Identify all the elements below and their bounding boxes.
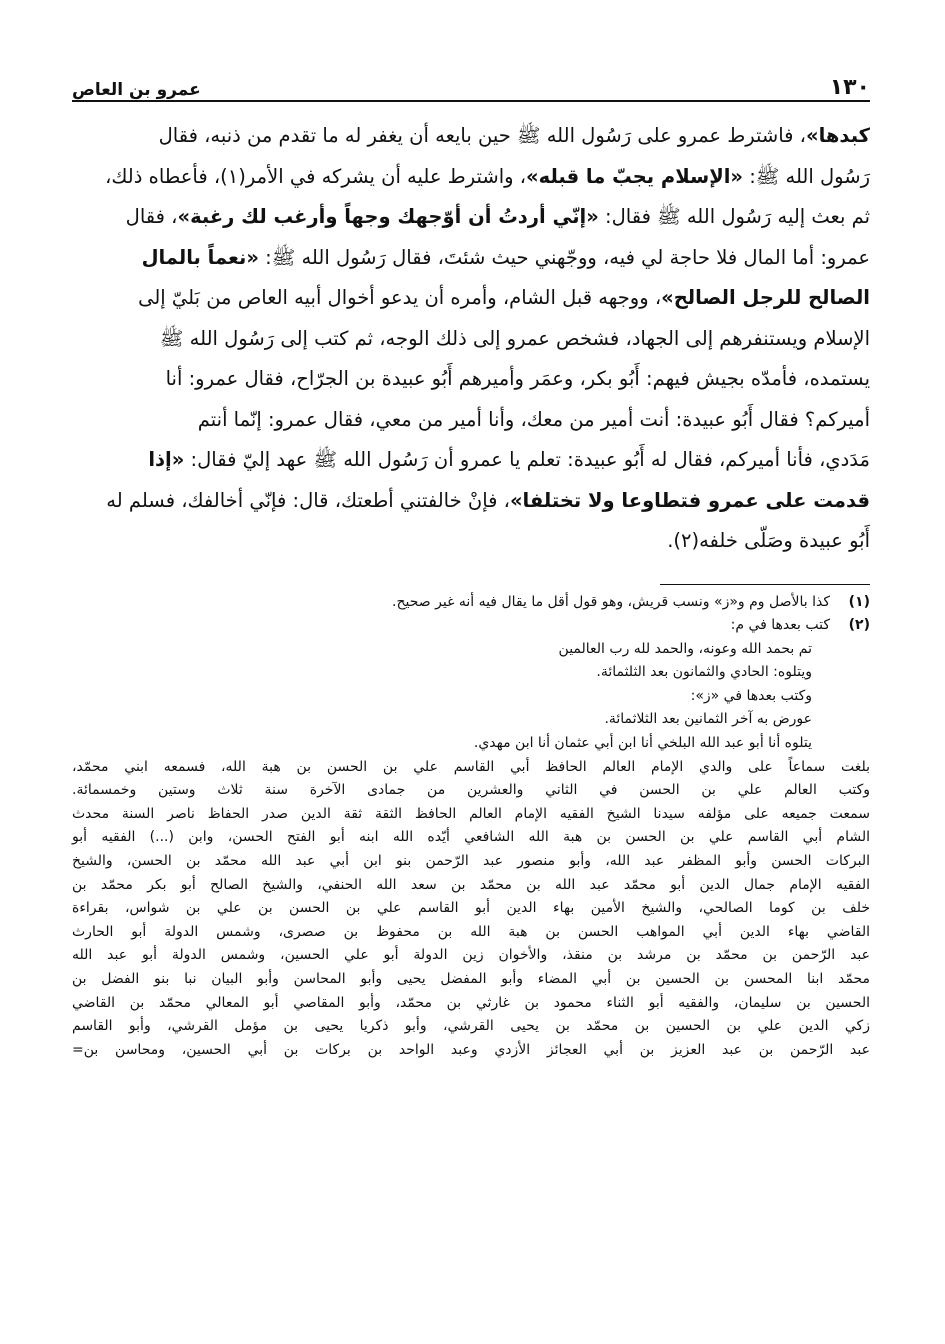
text-run: ، فإنْ خالفتني أطعتك، قال: فإنّي أخالفك، فسلم له	[106, 488, 510, 512]
footnote-2-line-text: وكتب بعدها في «ز»:	[690, 687, 812, 704]
text-run: ثم بعث إليه رَسُول الله ﷺ فقال:	[598, 205, 870, 228]
body-line	[72, 238, 870, 279]
samaat-line: زكي الدين علي بن الحسين بن محمّد بن يحيى القرشي، وأبو ذكريا يحيى بن مؤمل القرشي، وأبو القاسم	[72, 1018, 870, 1035]
bold-quote-run: «نعماً بالمال	[141, 245, 259, 269]
samaat-line: الحسين بن سليمان، والفقيه أبو الثناء محمود بن غارثي بن محمّد، وأبو المقاصي أبو المعالي محمّد بن القاضي	[72, 994, 870, 1011]
bold-quote-run: الصالح للرجل الصالح»	[661, 286, 870, 309]
text-run: مَدَدي، فأنا أميركم، فقال له أَبُو عبيدة: تعلم يا عمرو أن رَسُول الله ﷺ عهد إليّ فقال:	[184, 448, 870, 471]
body-line	[72, 400, 870, 441]
samaat-line: عبد الرّحمن بن عبد العزيز بن أبي العجائز الأزدي وعبد الواحد بن بركات بن أبي الحسين، ومحاسن بن=	[72, 1041, 870, 1058]
body-line	[72, 157, 870, 198]
footnote-2	[72, 614, 870, 638]
body-line	[72, 116, 870, 157]
bold-quote-run: قدمت على عمرو فتطاوعا ولا تختلفا»	[509, 488, 870, 512]
footnote-2-line-text: يتلوه أنا أبو عبد الله البلخي أنا ابن أبي عثمان أنا ابن مهدي.	[473, 735, 812, 752]
footnotes	[72, 591, 870, 1063]
body-line	[72, 440, 870, 481]
colophon-line: بلغت سماعاً على والدي الإمام العالم الحافظ أبي القاسم علي بن الحسن بن هبة الله، فسمعه ابني محمّد،	[72, 758, 870, 775]
samaat-line: القاضي بهاء الدين أبي المواهب الحسن بن هبة الله بن محفوظ بن صصرى، وشمس الدولة أبو الحارث	[72, 923, 870, 940]
footnote-separator	[660, 584, 870, 585]
footnote-2-line-text: ويتلوه: الحادي والثمانون بعد الثلثمائة.	[596, 664, 812, 681]
text-run: أَبُو عبيدة وصَلّى خلفه(٢).	[667, 529, 870, 552]
text-run: الإسلام ويستنفرهم إلى الجهاد، فشخص عمرو إلى ذلك الوجه، ثم كتب إلى رَسُول الله ﷺ	[159, 326, 870, 350]
text-run: أميركم؟ فقال أَبُو عبيدة: أنت أمير من معك، وأنا أمير من معي، فقال عمرو: إنّما أنتم	[197, 407, 870, 431]
body-line	[72, 481, 870, 522]
footnote-2-line	[72, 732, 870, 756]
footnote-2-line	[72, 685, 870, 709]
text-run: يستمده، فأمدّه بجيش فيهم: أَبُو بكر، وعمَر وأميرهم أَبُو عبيدة بن الجرّاح، فقال عمرو: أنا	[165, 367, 870, 390]
footnote-1	[72, 591, 870, 615]
colophon-line: وكتب العالم علي بن الحسن في الثاني والعشرين من جمادى الآخرة سنة ثلاث وستين وخمسمائة.	[72, 782, 870, 799]
samaat-line: عبد الرّحمن بن محمّد بن مرشد بن منقذ، والأخوان زين الدولة أبو علي الحسين، وشمس الدولة أبو عبد الله	[72, 947, 870, 964]
footnote-2-line	[72, 708, 870, 732]
footnote-2-line	[72, 638, 870, 662]
running-title: عمرو بن العاص	[72, 80, 201, 100]
samaat-line: الفقيه الإمام جمال الدين أبو محمّد عبد الله بن محمّد بن سعد الله الحنفي، والشيخ الصالح أبو بكر محمّد بن	[72, 876, 870, 893]
text-run: رَسُول الله ﷺ:	[743, 164, 870, 188]
body-line	[72, 359, 870, 400]
samaat-line: البركات الحسن وأبو المظفر عبد الله، وأبو منصور عبد الرّحمن بنو ابن أبي عبد الله محمّد بن الحسن، والشيخ	[72, 853, 870, 870]
samaat-line: سمعت جميعه على مؤلفه سيدنا الشيخ الفقيه الإمام العالم الحافظ الثقة ثقة الدين صدر الحفاظ ناصر السنة محدث	[72, 805, 870, 822]
samaat-line: محمّد ابنا المحسن بن الحسين بن أبي المضاء وأبو المفضل يحيى وأبو المحاسن وأبو البيان نبا بنو الفضل بن	[72, 971, 870, 987]
page-header	[72, 60, 870, 102]
text-run: عمرو: أما المال فلا حاجة لي فيه، ووجّهني حيث شئتَ، فقال رَسُول الله ﷺ:	[258, 245, 870, 269]
text-run: ، ووجهه قبل الشام، وأمره أن يدعو أخوال أبيه العاص من بَليّ إلى	[138, 286, 662, 309]
page-number: ١٣٠	[829, 75, 870, 100]
samaat-line: الشام أبي القاسم علي بن الحسن بن هبة الله الشافعي أيّده الله ابنه أبو الفتح الحسن، وابن (...) الفقيه أبو	[72, 829, 870, 846]
body-line	[72, 319, 870, 360]
body-line	[72, 521, 870, 562]
bold-quote-run: «الإسلام يجبّ ما قبله»	[526, 164, 743, 188]
bold-quote-run: كبدها»	[805, 124, 870, 147]
main-text	[72, 116, 870, 562]
footnote-1-text: كذا بالأصل وم و«ز» ونسب قريش، وهو قول أقل ما يقال فيه أنه غير صحيح.	[392, 593, 830, 610]
body-line	[72, 197, 870, 238]
footnote-2-number: (٢)	[848, 617, 870, 634]
footnote-1-number: (١)	[848, 593, 870, 610]
body-line	[72, 278, 870, 319]
footnote-2-line-text: عورض به آخر الثمانين بعد الثلاثمائة.	[604, 711, 812, 728]
samaat-block	[72, 803, 870, 1063]
colophon-block	[72, 756, 870, 803]
bold-quote-run: «إنّي أردتُ أن أوّجهك وجهاً وأرغب لك رغبة»	[177, 205, 599, 228]
footnote-2-text: كتب بعدها في م:	[730, 617, 830, 634]
text-run: ، فقال	[125, 205, 178, 228]
book-page	[72, 60, 870, 1062]
bold-quote-run: «إذا	[148, 448, 185, 471]
text-run: ، واشترط عليه أن يشركه في الأمر(١)، فأعطاه ذلك،	[105, 164, 527, 188]
footnote-2-line-text: تم بحمد الله وعونه، والحمد لله رب العالمين	[558, 640, 812, 657]
text-run: ، فاشترط عمرو على رَسُول الله ﷺ حين بايعه أن يغفر له ما تقدم من ذنبه، فقال	[158, 124, 806, 147]
samaat-line: خلف بن كوما الصالحي، والشيخ الأمين بهاء الدين أبو القاسم علي بن الحسن بن علي بن شواس، بقراءة	[72, 900, 870, 917]
footnote-2-line	[72, 661, 870, 685]
